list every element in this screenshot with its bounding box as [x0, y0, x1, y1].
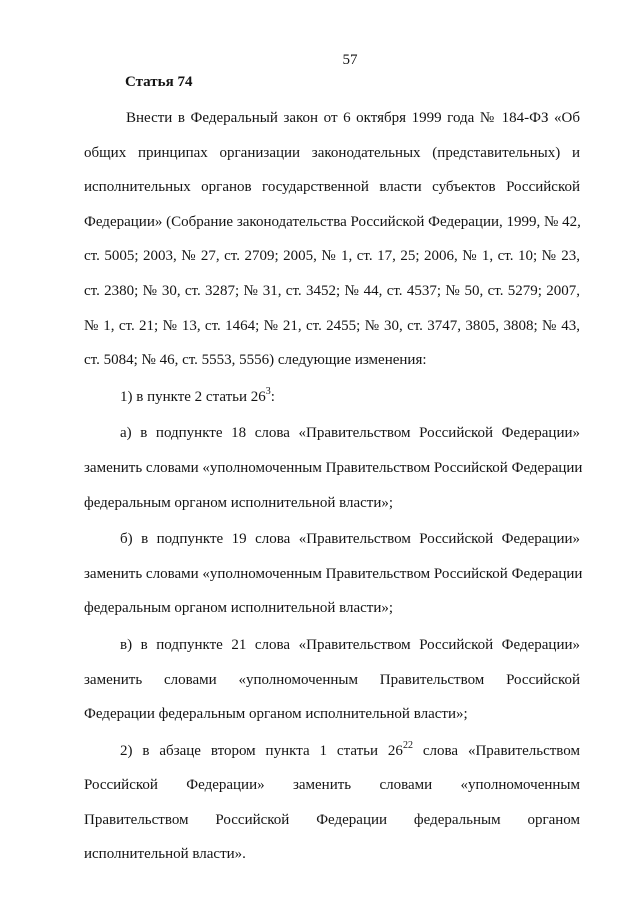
- text-line: б) в подпункте 19 слова «Правительством Российской Федерации»: [120, 531, 580, 548]
- subitem-a-paragraph: [84, 416, 583, 520]
- item-2-paragraph: [84, 734, 580, 872]
- text-line: № 1, ст. 21; № 13, ст. 1464; № 21, ст. 2455; № 30, ст. 3747, 3805, 3808; № 43,: [84, 317, 580, 334]
- text-line: Федерации федеральным органом исполнительной власти»;: [84, 706, 468, 723]
- text-line: ст. 2380; № 30, ст. 3287; № 31, ст. 3452; № 44, ст. 4537; № 50, ст. 5279; 2007,: [84, 282, 580, 299]
- text-line: [84, 380, 580, 415]
- text-line: федеральным органом исполнительной власти»;: [84, 600, 394, 617]
- text-line: заменить словами «уполномоченным Правительством Российской Федерации: [84, 459, 583, 476]
- text-line: Российской Федерации» заменить словами «уполномоченным: [84, 777, 580, 794]
- item-2-suffix: слова «Правительством: [412, 742, 580, 759]
- text-line: в) в подпункте 21 слова «Правительством Российской Федерации»: [120, 636, 580, 653]
- subitem-v-paragraph: [84, 628, 580, 732]
- text-line: Внести в Федеральный закон от 6 октября 1999 года № 184-ФЗ «Об: [126, 110, 580, 126]
- text-line: федеральным органом исполнительной власти»;: [84, 494, 394, 511]
- text-line: общих принципах организации законодательных (представительных) и: [84, 144, 580, 161]
- text-line: заменить словами «уполномоченным Правительством Российской: [84, 671, 580, 688]
- text-line: Федерации» (Собрание законодательства Российской Федерации, 1999, № 42,: [84, 213, 581, 230]
- item-1-suffix: :: [270, 388, 275, 405]
- text-line: ст. 5005; 2003, № 27, ст. 2709; 2005, № 1, ст. 17, 25; 2006, № 1, ст. 10; № 23,: [84, 248, 580, 265]
- item-1-prefix: 1) в пункте 2 статьи 26: [120, 388, 266, 405]
- text-line: Правительством Российской Федерации федеральным органом: [84, 811, 580, 828]
- page-number: 57: [342, 52, 358, 68]
- item-2-superscript: 22: [402, 739, 413, 751]
- text-line: ст. 5084; № 46, ст. 5553, 5556) следующие изменения:: [84, 352, 427, 369]
- text-line: а) в подпункте 18 слова «Правительством Российской Федерации»: [120, 425, 580, 442]
- text-line: исполнительной власти».: [84, 846, 246, 863]
- document-body: [84, 101, 583, 874]
- item-2-prefix: 2) в абзаце втором пункта 1 статьи 26: [120, 742, 403, 759]
- item-1-superscript: 3: [265, 385, 271, 397]
- text-line: исполнительных органов государственной власти субъектов Российской: [84, 179, 580, 196]
- intro-paragraph: [84, 101, 580, 378]
- text-line: [84, 734, 580, 769]
- text-line: заменить словами «уполномоченным Правительством Российской Федерации: [84, 565, 583, 582]
- article-title: Статья 74: [125, 74, 193, 90]
- item-1-paragraph: [84, 380, 580, 415]
- subitem-b-paragraph: [84, 522, 583, 626]
